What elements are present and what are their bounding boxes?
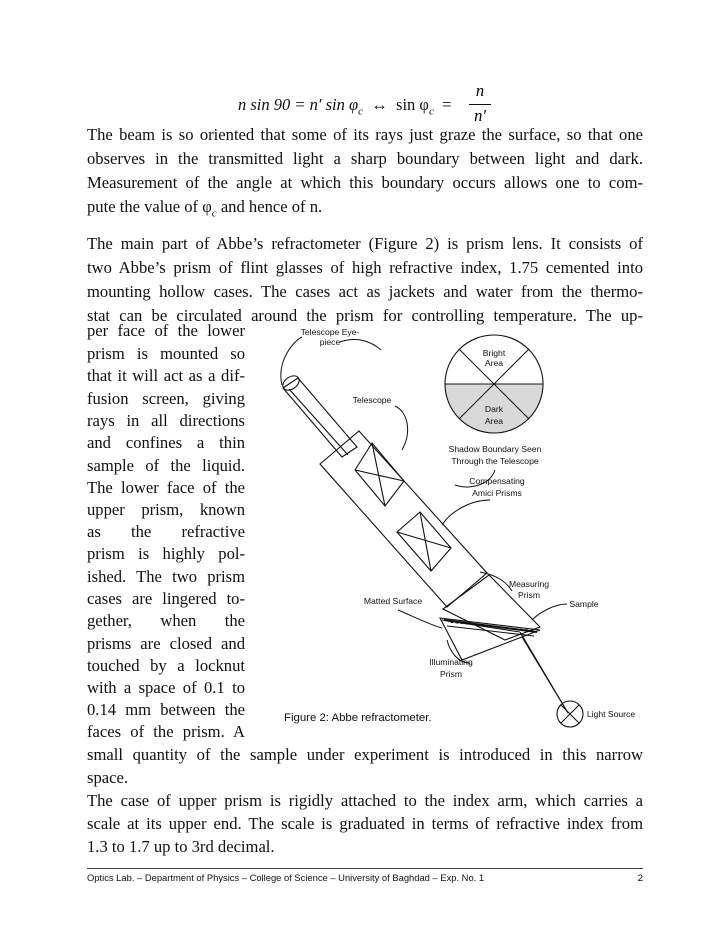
wrap-line: ished. The two prism (87, 567, 245, 586)
label-measuring-2: Prism (518, 590, 540, 600)
wrap-line: upper prism, known (87, 500, 245, 519)
para2-line2: two Abbe’s prism of flint glasses of high refractive index, 1.75 cemented into (87, 258, 643, 277)
eq-sub2: c (428, 105, 434, 118)
page-number: 2 (637, 872, 643, 883)
eq-numerator: n (475, 81, 485, 100)
wrap-line: prism is highly pol- (87, 544, 245, 563)
para3-line3: 1.3 to 1.7 up to 3rd decimal. (87, 837, 275, 856)
label-shadow-2: Through the Telescope (451, 456, 539, 466)
wrap-line: gether, when the (87, 611, 245, 630)
eq-denominator: n′ (474, 106, 486, 125)
label-measuring-1: Measuring (508, 579, 550, 589)
para3-line1: The case of upper prism is rigidly attached to the index arm, which carries a (87, 791, 643, 810)
wrap-line: as the refractive (87, 522, 245, 541)
wrap-line: prisms are closed and (87, 634, 245, 653)
label-dark-2: Area (484, 416, 504, 426)
para1-line1: The beam is so oriented that some of its rays just graze the surface, so that one (87, 125, 643, 144)
para2-tail-line1: small quantity of the sample under experiment is introduced in this narrow (87, 745, 643, 764)
para3-line2: scale at its upper end. The scale is graduated in terms of refractive index from (87, 814, 643, 833)
eyepiece-tube (280, 373, 357, 457)
wrap-line: rays in all directions (87, 411, 245, 430)
footer-text: Optics Lab. – Department of Physics – College of Science – University of Baghdad – Exp. No. 1 (87, 872, 485, 883)
label-amici-2: Amici Prisms (472, 488, 522, 498)
para2-tail-line2: space. (87, 768, 128, 787)
label-sample: Sample (569, 599, 599, 609)
wrap-line: per face of the lower (87, 321, 245, 340)
wrap-line: sample of the liquid. (87, 456, 245, 475)
para2-line3: mounting hollow cases. The cases act as jackets and water from the thermo- (87, 282, 643, 301)
wrap-line: prism is mounted so (87, 344, 245, 363)
label-bright-2: Area (484, 358, 504, 368)
eq-rhs-prefix: sin φ (396, 95, 429, 114)
wrap-line: The lower face of the (87, 478, 245, 497)
label-amici-1: Compensating (469, 476, 525, 486)
wrap-line: fusion screen, giving (87, 389, 245, 408)
footer-rule (87, 868, 643, 869)
para1-phi-sub: c (211, 207, 217, 220)
para1-line4-end: and hence of n. (216, 197, 323, 216)
label-eyepiece-1: Telescope Eye- (300, 327, 360, 337)
eq-lhs: n sin 90 = n′ sin φ (238, 95, 359, 114)
eq-equals: = (442, 95, 452, 114)
wrap-line: touched by a locknut (87, 656, 245, 675)
label-telescope: Telescope (352, 395, 392, 405)
wrap-line: 0.14 mm between the (87, 700, 245, 719)
wrap-line: and confines a thin (87, 433, 245, 452)
label-dark-1: Dark (484, 404, 504, 414)
amici-prism-1 (355, 443, 404, 506)
eq-sub1: c (358, 105, 364, 118)
para2-line1: The main part of Abbe’s refractometer (Figure 2) is prism lens. It consists of (87, 234, 643, 253)
label-illuminating-2: Prism (440, 669, 462, 679)
label-bright-1: Bright (482, 348, 506, 358)
wrap-line: with a space of 0.1 to (87, 678, 245, 697)
wrap-line: cases are lingered to- (87, 589, 245, 608)
para1-line4-text: pute the value of φ (87, 197, 212, 216)
para2-line4: stat can be circulated around the prism for controlling temperature. The up- (87, 306, 643, 325)
wrap-line: that it will act as a dif- (87, 366, 245, 385)
label-shadow-1: Shadow Boundary Seen (448, 444, 542, 454)
eq-arrow: ↔ (371, 95, 388, 114)
light-source (557, 701, 583, 727)
para1-line2: observes in the transmitted light a sharp boundary between light and dark. (87, 149, 643, 168)
label-illuminating-1: Illuminating (429, 657, 473, 667)
illuminating-prism (440, 618, 540, 660)
label-matted: Matted Surface (363, 596, 423, 606)
wrap-line: faces of the prism. A (87, 722, 245, 741)
amici-prism-2 (397, 512, 451, 571)
label-eyepiece-2: piece (319, 337, 341, 347)
figure-caption: Figure 2: Abbe refractometer. (284, 712, 432, 724)
para1-line3: Measurement of the angle at which this boundary occurs allows one to com- (87, 173, 643, 192)
label-light-source: Light Source (586, 709, 636, 719)
